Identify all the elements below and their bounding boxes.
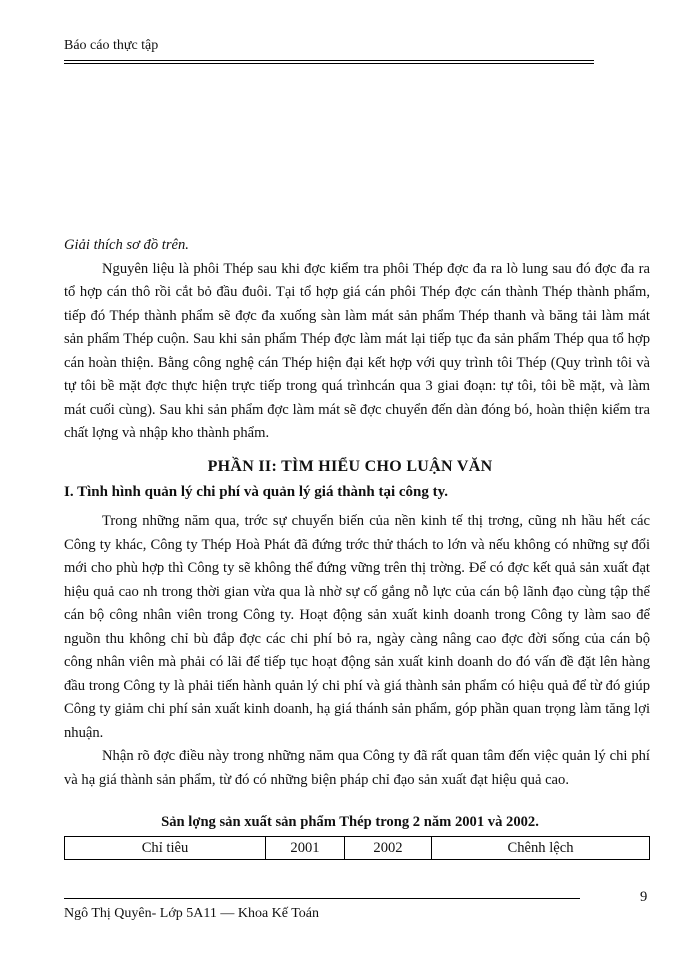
table-header-cell: Chỉ tiêu — [65, 837, 266, 860]
table-header-cell: 2001 — [266, 837, 345, 860]
page-header: Báo cáo thực tập — [64, 38, 159, 53]
section-heading: I. Tình hình quản lý chi phí và quản lý giá thành tại công ty. — [64, 484, 449, 500]
table-header-row — [65, 837, 650, 860]
production-table — [64, 836, 650, 860]
section-title: PHẦN II: TÌM HIỂU CHO LUẬN VĂN — [207, 458, 493, 475]
page-footer: Ngô Thị Quyên- Lớp 5A11 — Khoa Kế Toán — [64, 906, 320, 921]
intro-paragraph: Nguyên liệu là phôi Thép sau khi đợc kiểm tra phôi Thép đợc đa ra lò lung sau đó đợc đa ra tổ hợp cán thô rồi cắt bỏ đầu đuôi. Tại tổ hợp giá cán phôi Thép đợc cán thành Thép thành phẩm, tiếp đó Thép thành phẩm sẽ đợc đa xuống sàn làm mát sản phẩm Thép thanh và băng tải làm mát sản phẩm Thép cuộn. Sau khi sản phẩm Thép đợc làm mát lại tiếp tục đa sản phẩm Thép qua tổ hợp cán hoàn thiện. Bằng công nghệ cán Thép hiện đại kết hợp với quy trình tôi Thép (Quy trình tôi và tự tôi bề mặt đợc thực hiện trực tiếp trong quá trìnhcán qua 3 giai đoạn: tự tôi, tôi bề mặt, và làm mát cuối cùng). Sau khi sản phẩm đợc làm mát sẽ đợc chuyển đến dàn đóng bó, hoàn thiện kiểm tra chất lợng và nhập kho thành phẩm. — [64, 260, 650, 441]
intro-block — [64, 234, 650, 446]
page-number: 9 — [640, 889, 648, 905]
header-rule-top — [64, 60, 594, 61]
diagram-caption: Giải thích sơ đồ trên. — [64, 237, 189, 253]
section-paragraph-1: Trong những năm qua, trớc sự chuyển biến của nền kinh tế thị trơng, cũng nh hầu hết các Công ty khác, Công ty Thép Hoà Phát đã đứng trớc thử thách to lớn và nếu không có những sự đổi mới cho phù hợp thì Công ty sẽ không thể đứng vững trên thị trờng. Để có đợc kết quả sản xuất đạt hiệu quả cao nh trong thời gian vừa qua là nhờ sự cố gắng nỗ lực của cán bộ lãnh đạo cùng tập thể cán bộ công nhân viên trong Công ty. Hoạt động sản xuất kinh doanh trong Công ty làm sao để nguồn thu không chỉ bù đắp đợc các chi phí bỏ ra, ngày càng nâng cao đợc đời sống của cán bộ công nhân viên mà phải có lãi để tiếp tục hoạt động sản xuất kinh doanh do đó vấn đề đặt lên hàng đầu trong Công ty là phải tiến hành quản lý chi phí và giá thành sản phẩm có hiệu quả để từ đó giúp Công ty giảm chi phí sản xuất kinh doanh, hạ giá thánh sản phẩm, góp phần quan trọng làm tăng lợi nhuận. — [64, 513, 650, 741]
table-header-cell: Chênh lệch — [432, 837, 650, 860]
section-paragraph-2: Nhận rõ đợc điều này trong những năm qua Công ty đã rất quan tâm đến việc quản lý chi phí và hạ giá thành sản phẩm, từ đó có những biện pháp chỉ đạo sản xuất đạt hiệu quả cao. — [64, 748, 650, 788]
table-header-cell: 2002 — [345, 837, 432, 860]
section-body — [64, 510, 650, 792]
footer-rule — [64, 898, 580, 899]
header-rule-bottom — [64, 63, 594, 64]
table-caption: Sản lợng sản xuất sản phẩm Thép trong 2 năm 2001 và 2002. — [161, 814, 539, 830]
